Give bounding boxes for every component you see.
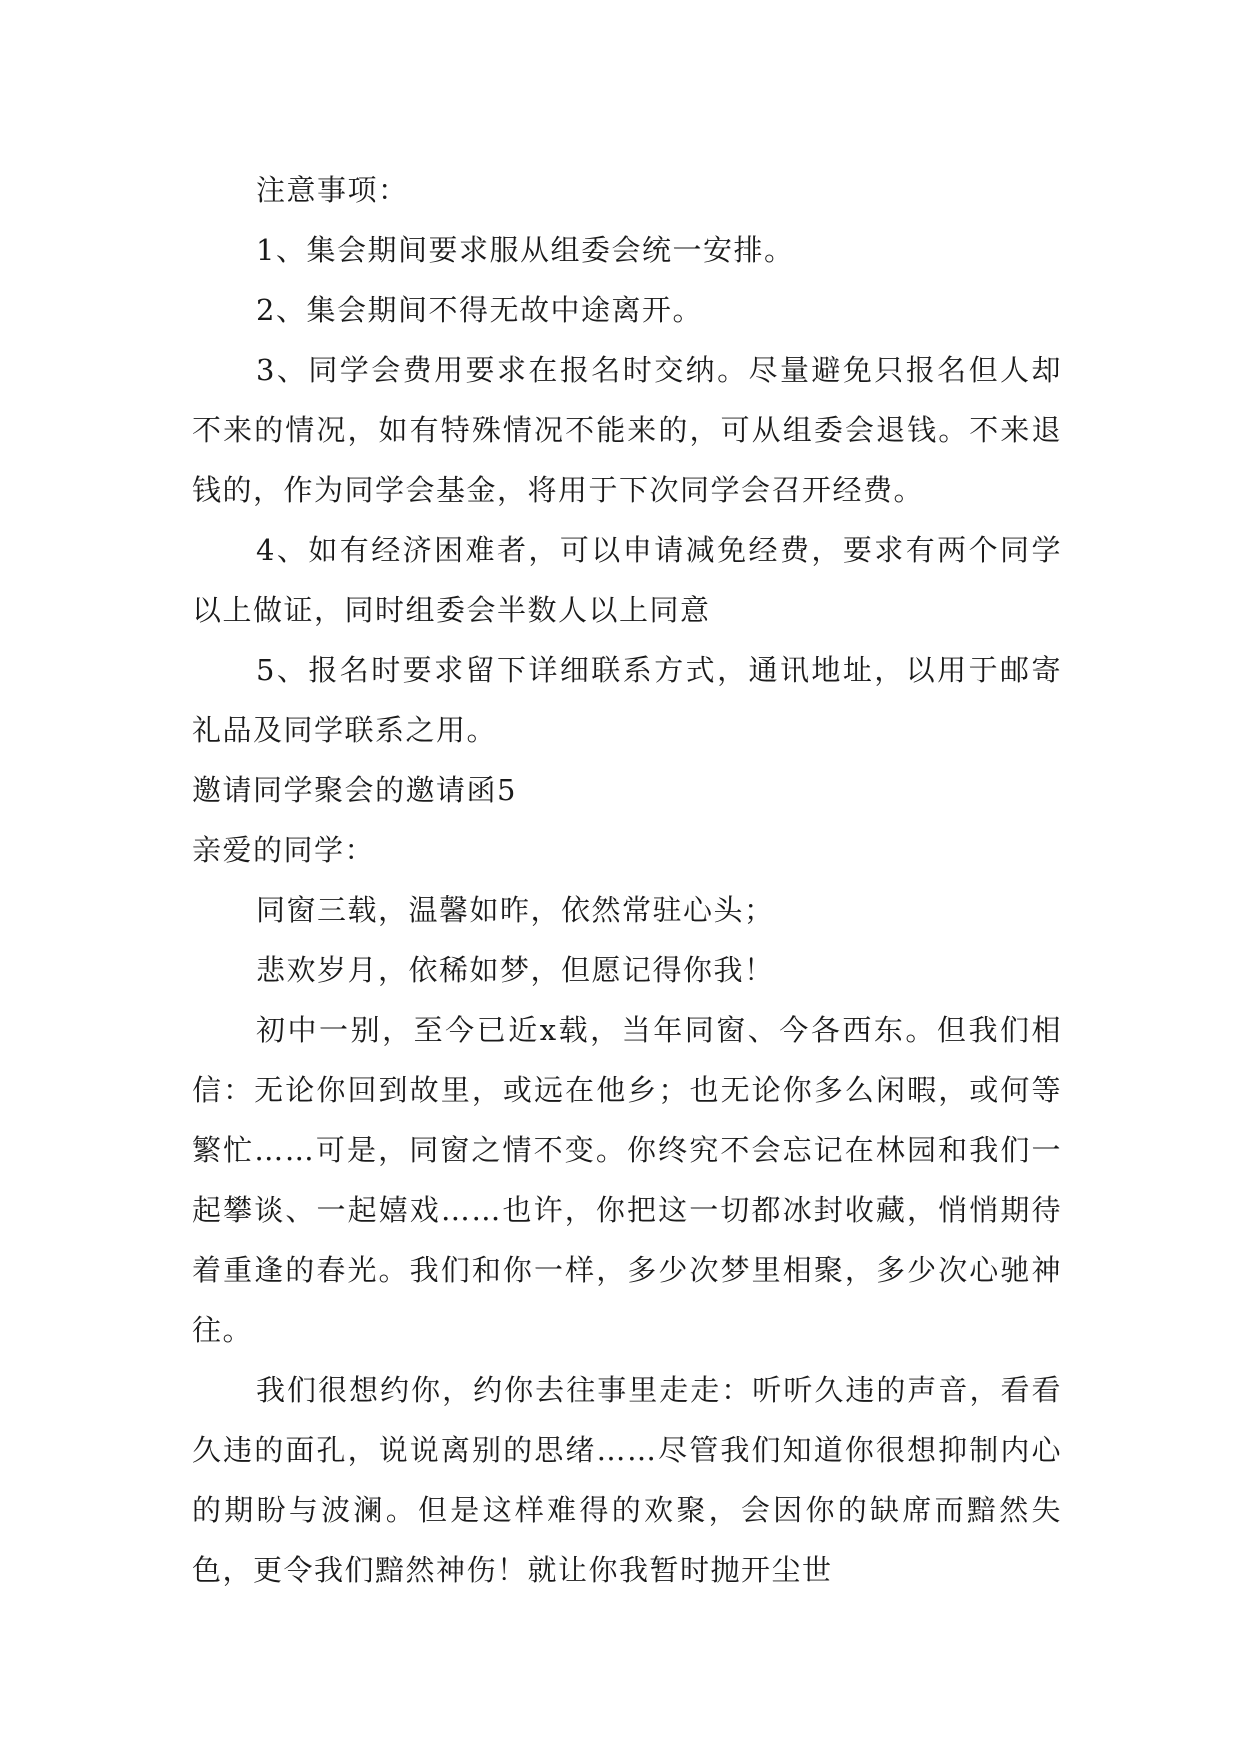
salutation: 亲爱的同学： (192, 833, 376, 867)
document-body (192, 160, 1062, 1600)
section-title: 邀请同学聚会的邀请函5 (192, 773, 517, 807)
paragraph-rule-4: 4、如有经济困难者，可以申请减免经费，要求有两个同学以上做证，同时组委会半数人以上同意 (192, 533, 1062, 627)
paragraph-rule-2: 2、集会期间不得无故中途离开。 (256, 293, 703, 327)
paragraph-rule-1: 1、集会期间要求服从组委会统一安排。 (256, 233, 795, 267)
paragraph-verse-2: 悲欢岁月，依稀如梦，但愿记得你我！ (256, 953, 775, 987)
paragraph-body-2: 我们很想约你，约你去往事里走走：听听久违的声音，看看久违的面孔，说说离别的思绪……尽管我们知道你很想抑制内心的期盼与波澜。但是这样难得的欢聚，会因你的缺席而黯然失色，更令我们黯然神伤！就让你我暂时抛开尘世 (192, 1373, 1062, 1587)
paragraph-rule-5: 5、报名时要求留下详细联系方式，通讯地址，以用于邮寄礼品及同学联系之用。 (192, 653, 1062, 747)
paragraph-verse-1: 同窗三载，温馨如昨，依然常驻心头； (256, 893, 775, 927)
paragraph-body-1: 初中一别，至今已近x载，当年同窗、今各西东。但我们相信：无论你回到故里，或远在他乡；也无论你多么闲暇，或何等繁忙……可是，同窗之情不变。你终究不会忘记在林园和我们一起攀谈、一起嬉戏……也许，你把这一切都冰封收藏，悄悄期待着重逢的春光。我们和你一样，多少次梦里相聚，多少次心驰神往。 (192, 1013, 1062, 1347)
paragraph-rule-3: 3、同学会费用要求在报名时交纳。尽量避免只报名但人却不来的情况，如有特殊情况不能来的，可从组委会退钱。不来退钱的，作为同学会基金，将用于下次同学会召开经费。 (192, 353, 1062, 507)
paragraph-notice-heading: 注意事项： (256, 173, 409, 207)
